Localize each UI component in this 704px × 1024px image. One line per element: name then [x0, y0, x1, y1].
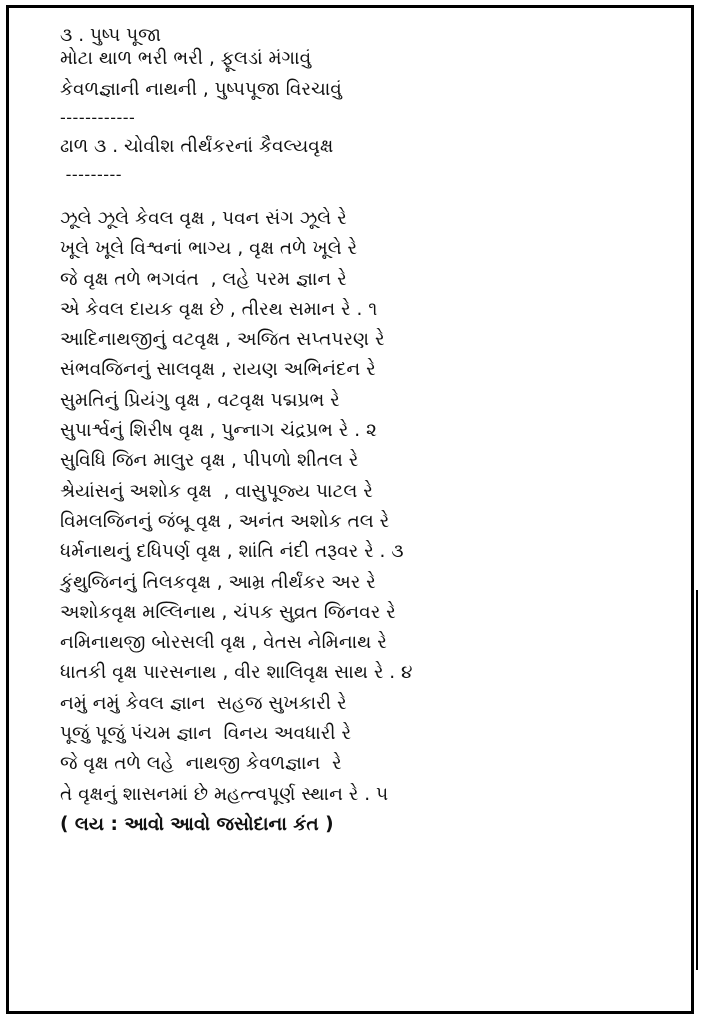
verse-line: કુંથુજિનનું તિલકવૃક્ષ , આમ્ર તીર્થંકર અર રે	[60, 571, 376, 593]
verse-line: ઝૂલે ઝૂલે કેવલ વૃક્ષ , પવન સંગ ઝૂલે રે	[60, 208, 347, 229]
verse-line: નમું નમું કેવલ જ્ઞાન સહજ સુખકારી રે	[60, 692, 347, 714]
verse-line: શ્રેયાંસનું અશોક વૃક્ષ , વાસુપૂજ્ય પાટલ રે	[60, 480, 373, 502]
separator-bottom: ---------	[60, 165, 123, 184]
verse-line: એ કેવલ દાયક વૃક્ષ છે , તીરથ સમાન રે . ૧	[60, 298, 378, 320]
section-title: ૩ . પુષ્પ પૂજા	[60, 25, 162, 46]
verse-line: ખૂલે ખૂલે વિશ્વનાં ભાગ્ય , વૃક્ષ તળે ખૂલે રે	[60, 238, 358, 260]
intro-line-1: મોટા થાળ ભરી ભરી , ફૂલડાં મંગાવું	[60, 48, 312, 69]
verse-line: નમિનાથજી બોરસલી વૃક્ષ , વેતસ નેમિનાથ રે	[60, 632, 387, 654]
section-heading-block	[60, 24, 670, 186]
verse-line: સુપાર્શ્વનું શિરીષ વૃક્ષ , પુન્નાગ ચંદ્રપ્રભ રે . ૨	[60, 420, 377, 442]
verse-line: આદિનાથજીનું વટવૃક્ષ , અજિત સપ્તપરણ રે	[60, 329, 385, 351]
dhal-title: ઢાળ ૩ . ચોવીશ તીર્થંકરનાં કૈવલ્યવૃક્ષ	[60, 136, 334, 157]
verse-line: સુમતિનું પ્રિયંગુ વૃક્ષ , વટવૃક્ષ પદ્મપ્રભ રે	[60, 389, 340, 411]
page-edge-line	[696, 590, 704, 970]
verse-line: સુવિધિ જિન માલુર વૃક્ષ , પીપળો શીતલ રે	[60, 450, 359, 472]
verse-line: સંભવજિનનું સાલવૃક્ષ , રાયણ અભિનંદન રે	[60, 359, 376, 381]
separator-top: ------------	[60, 108, 136, 127]
verse-line: ધાતકી વૃક્ષ પારસનાથ , વીર શાલિવૃક્ષ સાથ રે . ૪	[60, 662, 413, 684]
raag-note: ( લય : આવો આવો જસોદાના કંત )	[60, 813, 334, 835]
intro-line-2: કેવળજ્ઞાની નાથની , પુષ્પપૂજા વિરચાવું	[60, 79, 342, 100]
verse-line: જે વૃક્ષ તળે ભગવંત , લહે પરમ જ્ઞાન રે	[60, 268, 347, 290]
verse-line: ધર્મનાથનું દધિપર્ણ વૃક્ષ , શાંતિ નંદી તરૂવર રે . ૩	[60, 541, 404, 563]
verse-line: જે વૃક્ષ તળે લહે નાથજી કેવળજ્ઞાન રે	[60, 753, 342, 775]
verse-block	[60, 204, 670, 810]
document-content	[60, 24, 670, 840]
verse-line: અશોકવૃક્ષ મલ્લિનાથ , ચંપક સુવ્રત જિનવર રે	[60, 601, 396, 623]
verse-line: વિમલજિનનું જંબૂ વૃક્ષ , અનંત અશોક તલ રે	[60, 510, 390, 532]
verse-line: તે વૃક્ષનું શાસનમાં છે મહત્ત્વપૂર્ણ સ્થાન રે . ૫	[60, 783, 389, 805]
verse-line: પૂજું પૂજું પંચમ જ્ઞાન વિનય અવધારી રે	[60, 723, 352, 745]
